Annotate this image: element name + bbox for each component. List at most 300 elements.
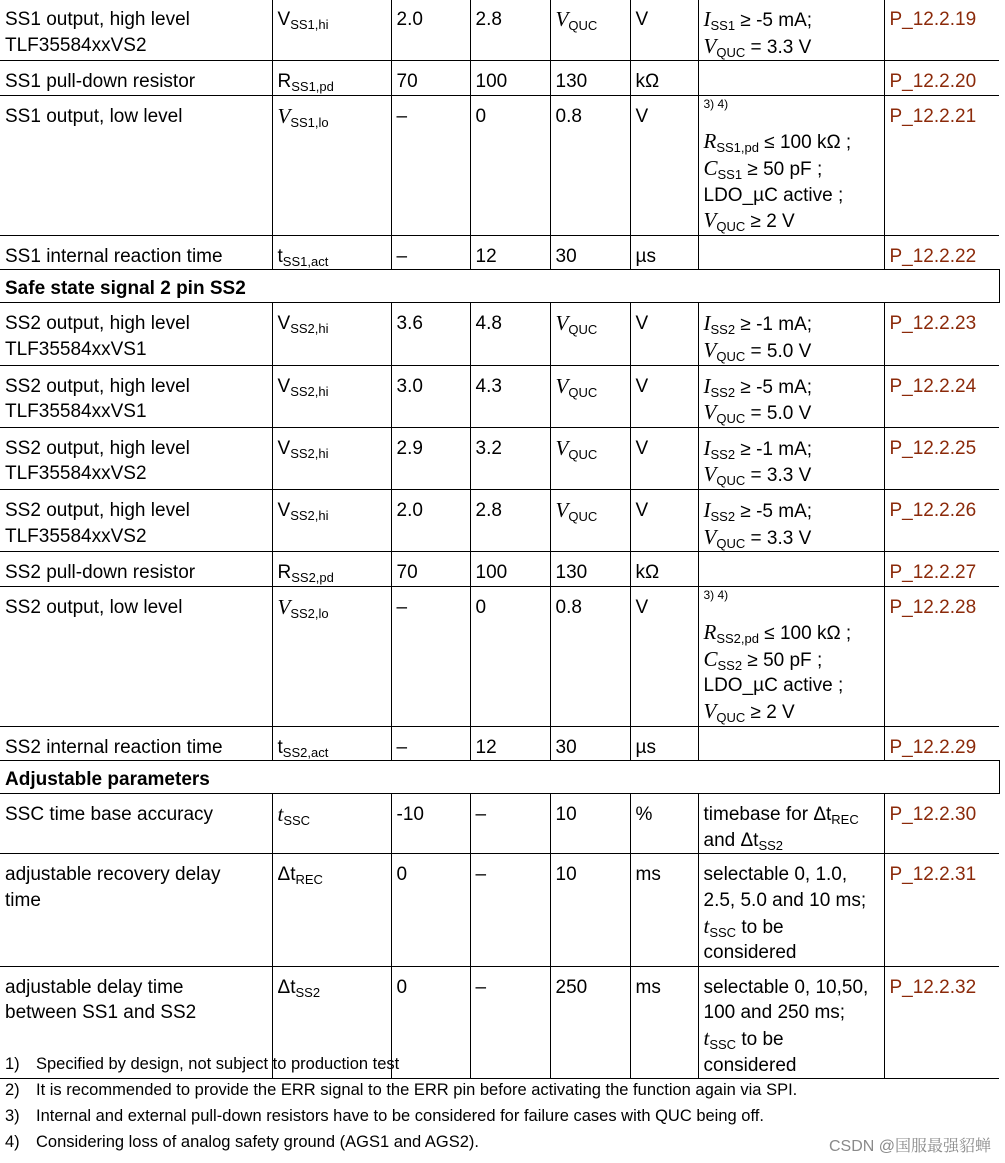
condition-text: 2.5, 5.0 and 10 ms; [703,890,867,912]
unit: µs [630,726,698,761]
condition-symbol: V [703,400,717,425]
symbol [278,9,329,30]
min-value: -10 [391,794,470,854]
condition-cell [698,365,884,427]
condition-line [704,828,880,854]
condition-symbol: I [703,373,711,398]
table-row [0,552,999,587]
condition-cell [698,854,884,966]
symbol-subscript: SS2,hi [290,445,329,461]
unit: V [630,303,698,365]
condition-text: = 5.0 V [745,403,812,425]
condition-subscript: REC [831,812,859,828]
condition-text: timebase for Δt [703,804,832,826]
symbol [277,71,334,95]
condition-line [704,888,880,914]
condition-subscript: SS1,pd [716,140,759,156]
condition-line [704,620,880,647]
min-value: 3.0 [391,365,470,427]
condition-symbol: C [703,646,718,671]
condition-text: considered [703,942,797,964]
symbol-cell [272,95,391,235]
parameter-line: TLF35584xxVS2 [5,34,147,56]
symbol-base: V [277,103,291,128]
condition-symbol: C [703,155,718,180]
typ-value: 0 [470,586,550,726]
condition-text: LDO_µC active ; [703,675,844,697]
parameter-line: TLF35584xxVS1 [5,401,147,423]
parameter-line: SSC time base accuracy [5,804,214,826]
parameter-line: time [5,890,41,912]
max-value [550,303,630,365]
footnote-reference: 3) 4) [703,96,729,111]
condition-line [704,673,880,699]
table-row [0,235,999,270]
condition-text: ≥ 50 pF ; [742,158,823,180]
parameter-line: SS2 output, high level [5,313,190,335]
unit: V [630,427,698,489]
condition-symbol: V [703,524,717,549]
typ-value: – [470,794,550,854]
condition-text: selectable 0, 10,50, [703,976,869,998]
condition-cell [698,0,884,61]
symbol [555,311,598,338]
condition-line [704,699,880,726]
condition-text: = 3.3 V [745,36,812,58]
symbol [278,500,329,521]
typ-value: 2.8 [470,0,550,61]
table-row [0,726,999,761]
symbol-base: V [277,9,291,30]
symbol-cell [272,235,391,270]
table-row [0,61,999,96]
symbol [278,977,321,998]
condition-cell [698,489,884,551]
typ-value: 4.8 [470,303,550,365]
symbol [277,313,329,337]
condition-symbol: I [703,435,711,460]
condition-text: ≥ -5 mA; [735,10,813,31]
condition-line [704,1000,880,1026]
symbol-base: V [555,435,569,460]
condition-text: = 5.0 V [745,340,812,362]
max-value: 30 [550,726,630,761]
min-value: – [391,726,470,761]
condition-symbol: t [703,1026,710,1050]
table-row [0,303,999,365]
min-value: 0 [391,966,470,1078]
symbol-cell [272,489,391,551]
symbol-subscript: REC [295,872,323,888]
table-row [0,427,999,489]
parameter-cell [0,726,272,761]
condition-subscript: QUC [716,44,746,60]
parameter-cell [0,489,272,551]
parameter-line: between SS1 and SS2 [5,1002,197,1024]
watermark: CSDN @国服最强貂蝉 [828,1138,991,1155]
parameter-number: P_12.2.21 [884,95,999,235]
condition-line [704,374,880,401]
unit: % [630,794,698,854]
condition-line [704,498,880,525]
parameter-cell [0,0,272,61]
symbol-base: V [555,373,569,398]
typ-value: 12 [470,235,550,270]
condition-symbol: R [703,129,717,154]
symbol [555,373,598,400]
condition-line [704,156,880,183]
condition-line [704,940,880,966]
max-value [550,489,630,551]
parameter-cell [0,794,272,854]
symbol-subscript: QUC [568,18,598,33]
max-value: 0.8 [550,586,630,726]
symbol-subscript: QUC [568,446,598,462]
condition-symbol: V [703,208,717,233]
table-row [0,586,999,726]
condition-text: = 3.3 V [745,527,812,549]
typ-value: 100 [470,552,550,587]
condition-cell [698,303,884,365]
condition-line [704,311,880,338]
symbol-cell [272,61,391,96]
condition-subscript: QUC [716,473,746,489]
parameter-line: SS1 internal reaction time [5,245,223,267]
parameter-number: P_12.2.22 [884,235,999,270]
condition-symbol: R [703,620,717,645]
condition-cell [698,586,884,726]
typ-value: 4.3 [470,365,550,427]
footnote-number: 4) [5,1133,20,1151]
symbol [278,438,329,459]
parameter-number: P_12.2.29 [884,726,999,761]
min-value: 70 [391,552,470,587]
parameter-cell [0,586,272,726]
condition-subscript: SS1 [717,166,743,182]
symbol-subscript: SS2,hi [290,383,329,399]
condition-line [704,338,880,365]
condition-cell [698,427,884,489]
typ-value: – [470,966,550,1078]
condition-subscript: SSC [709,924,737,940]
parameter-line: adjustable delay time [5,976,184,998]
symbol-subscript: SS2,lo [290,605,329,621]
condition-cell [698,552,884,587]
min-value: 2.0 [391,0,470,61]
footnote-text: Internal and external pull-down resistors have to be considered for failure cases with QUC being off. [36,1107,764,1125]
max-value: 10 [550,794,630,854]
min-value: – [391,586,470,726]
symbol-base: V [277,594,291,619]
max-value: 250 [550,966,630,1078]
min-value: 70 [391,61,470,96]
symbol-subscript: SSC [283,813,311,829]
condition-subscript: SSC [709,1037,737,1052]
symbol [277,864,323,888]
symbol-base: V [555,311,569,336]
condition-cell [698,726,884,761]
unit: µs [630,235,698,270]
symbol-base: Δt [277,864,296,886]
parameter-line: SS2 output, low level [5,596,183,618]
parameter-line: adjustable recovery delay [5,864,221,886]
condition-line [704,1026,880,1053]
symbol-subscript: SS2,act [282,744,329,760]
parameter-line: SS2 internal reaction time [5,736,223,758]
condition-line [704,975,880,1001]
table-row [0,365,999,427]
condition-line [704,34,880,61]
condition-line [704,183,880,209]
typ-value: – [470,854,550,966]
symbol-base: V [277,437,291,459]
symbol-subscript: SS2,hi [290,321,329,337]
condition-symbol: V [703,337,717,362]
symbol-subscript: QUC [568,508,598,524]
condition-line [704,525,880,552]
parameter-number: P_12.2.25 [884,427,999,489]
parameter-line: SS2 output, high level [5,499,190,521]
symbol-base: V [277,499,291,521]
max-value: 0.8 [550,95,630,235]
condition-line [704,129,880,156]
parameter-number: P_12.2.26 [884,489,999,551]
symbol-base: t [277,802,284,827]
condition-subscript: QUC [716,411,746,427]
footnote-number: 2) [5,1081,20,1099]
condition-line [704,400,880,427]
min-value: 3.6 [391,303,470,365]
parameter-line: TLF35584xxVS1 [5,338,147,360]
condition-text: ≥ -1 mA; [735,314,813,336]
min-value: 2.9 [391,427,470,489]
symbol [555,7,598,33]
max-value [550,0,630,61]
symbol-cell [272,427,391,489]
max-value: 130 [550,552,630,587]
unit: V [630,95,698,235]
symbol [278,246,329,267]
symbol [277,562,334,586]
condition-line [704,802,880,828]
section-heading: Adjustable parameters [0,761,999,794]
unit: ms [630,966,698,1078]
symbol [555,497,598,524]
symbol-cell [272,726,391,761]
condition-subscript: QUC [716,710,746,726]
table-row [0,95,999,235]
parameter-line: SS1 output, high level [5,9,190,30]
condition-subscript: QUC [716,348,746,364]
footnote-number: 3) [5,1107,20,1125]
symbol [555,435,598,462]
condition-cell [698,794,884,854]
condition-line [704,208,880,235]
condition-symbol: V [703,33,717,58]
footnote [5,1054,995,1080]
condition-symbol: I [703,311,711,336]
table-row [0,854,999,966]
condition-text: to be [736,916,784,938]
min-value: 0 [391,854,470,966]
parameter-line: SS2 pull-down resistor [5,562,196,584]
min-value: 2.0 [391,489,470,551]
parameter-cell [0,552,272,587]
condition-text: ≥ 2 V [745,211,795,233]
condition-line [704,462,880,489]
parameter-cell [0,61,272,96]
condition-text: ≤ 100 kΩ ; [758,132,852,154]
condition-subscript: SS2,pd [716,631,759,647]
condition-text: ≤ 100 kΩ ; [758,623,852,645]
symbol-subscript: SS1,lo [290,114,329,130]
unit: kΩ [630,61,698,96]
condition-symbol: I [703,497,711,522]
symbol-cell [272,365,391,427]
condition-text: 100 and 250 ms; [703,1002,846,1024]
symbol [278,737,329,758]
symbol-cell [272,552,391,587]
symbol-cell [272,303,391,365]
condition-text: and Δt [703,829,759,851]
parameter-number: P_12.2.27 [884,552,999,587]
condition-subscript: SS2 [717,657,743,673]
typ-value: 2.8 [470,489,550,551]
symbol-cell [272,586,391,726]
condition-text: LDO_µC active ; [703,184,844,206]
footnote [5,1106,995,1132]
unit: kΩ [630,552,698,587]
footnote [5,1080,995,1106]
condition-symbol: V [703,699,717,724]
parameter-number: P_12.2.23 [884,303,999,365]
parameter-number: P_12.2.31 [884,854,999,966]
unit: V [630,365,698,427]
condition-cell [698,235,884,270]
symbol-cell [272,0,391,61]
condition-text: ≥ 50 pF ; [742,649,823,671]
typ-value: 100 [470,61,550,96]
footnote-number: 1) [5,1055,20,1073]
max-value: 30 [550,235,630,270]
condition-subscript: SS1 [710,18,736,33]
parameter-number: P_12.2.32 [884,966,999,1078]
condition-symbol: t [703,913,710,938]
max-value [550,365,630,427]
min-value: – [391,235,470,270]
condition-text: to be [736,1029,784,1050]
condition-subscript: QUC [716,535,746,551]
unit: V [630,489,698,551]
parameter-cell [0,303,272,365]
symbol-subscript: QUC [568,384,598,400]
unit: V [630,0,698,61]
parameter-line: SS2 output, high level [5,437,190,459]
condition-text: considered [703,1054,797,1076]
parameter-line: SS1 output, low level [5,105,183,127]
condition-text: selectable 0, 1.0, [703,864,848,886]
condition-text: ≥ -5 mA; [735,500,813,522]
parameter-line: TLF35584xxVS2 [5,463,147,485]
symbol [277,103,329,130]
parameter-number: P_12.2.24 [884,365,999,427]
condition-text: ≥ 2 V [745,702,795,724]
symbol-cell [272,794,391,854]
symbol-cell [272,854,391,966]
parameter-number: P_12.2.19 [884,0,999,61]
condition-subscript: QUC [716,219,746,235]
symbol-subscript: SS2,hi [290,507,329,523]
max-value: 10 [550,854,630,966]
parameter-number: P_12.2.30 [884,794,999,854]
symbol-base: V [277,375,291,397]
table-row [0,489,999,551]
symbol-subscript: SS1,act [282,253,329,269]
condition-subscript: SS2 [758,837,784,853]
condition-text: = 3.3 V [745,465,812,487]
footnote-text: Specified by design, not subject to production test [36,1055,400,1073]
section-heading: Safe state signal 2 pin SS2 [0,270,999,303]
unit: V [630,586,698,726]
condition-subscript: SS2 [710,508,736,524]
symbol [277,802,311,829]
parameter-line: SS1 pull-down resistor [5,71,196,93]
section-row [0,761,999,794]
condition-line [704,436,880,463]
parameter-line: TLF35584xxVS2 [5,525,147,547]
unit: ms [630,854,698,966]
condition-symbol: V [703,462,717,487]
condition-subscript: SS2 [710,446,736,462]
symbol-base: t [277,736,283,758]
parameter-cell [0,365,272,427]
min-value: – [391,95,470,235]
condition-text: ≥ -5 mA; [735,376,813,398]
parameter-cell [0,95,272,235]
condition-line [704,914,880,941]
condition-cell [698,95,884,235]
section-row [0,270,999,303]
max-value: 130 [550,61,630,96]
table-row [0,0,999,61]
parameter-cell [0,427,272,489]
symbol-subscript: QUC [568,322,598,338]
symbol-base: R [277,71,292,93]
parameter-number: P_12.2.28 [884,586,999,726]
condition-symbol: I [703,7,711,31]
footnote-text: Considering loss of analog safety ground (AGS1 and AGS2). [36,1133,480,1151]
symbol [277,594,329,621]
condition-cell [698,61,884,96]
table-row [0,794,999,854]
max-value [550,427,630,489]
condition-line [704,7,880,34]
parameter-number: P_12.2.20 [884,61,999,96]
parameter-cell [0,235,272,270]
footnote-reference: 3) 4) [703,587,729,602]
symbol-subscript: SS2 [295,984,321,1000]
parameter-cell [0,854,272,966]
symbol-base: V [555,497,569,522]
typ-value: 12 [470,726,550,761]
condition-subscript: SS2 [710,384,736,400]
condition-subscript: SS2 [710,322,736,338]
typ-value: 3.2 [470,427,550,489]
symbol-base: t [277,245,283,267]
typ-value: 0 [470,95,550,235]
condition-line [704,862,880,888]
symbol [278,376,329,397]
